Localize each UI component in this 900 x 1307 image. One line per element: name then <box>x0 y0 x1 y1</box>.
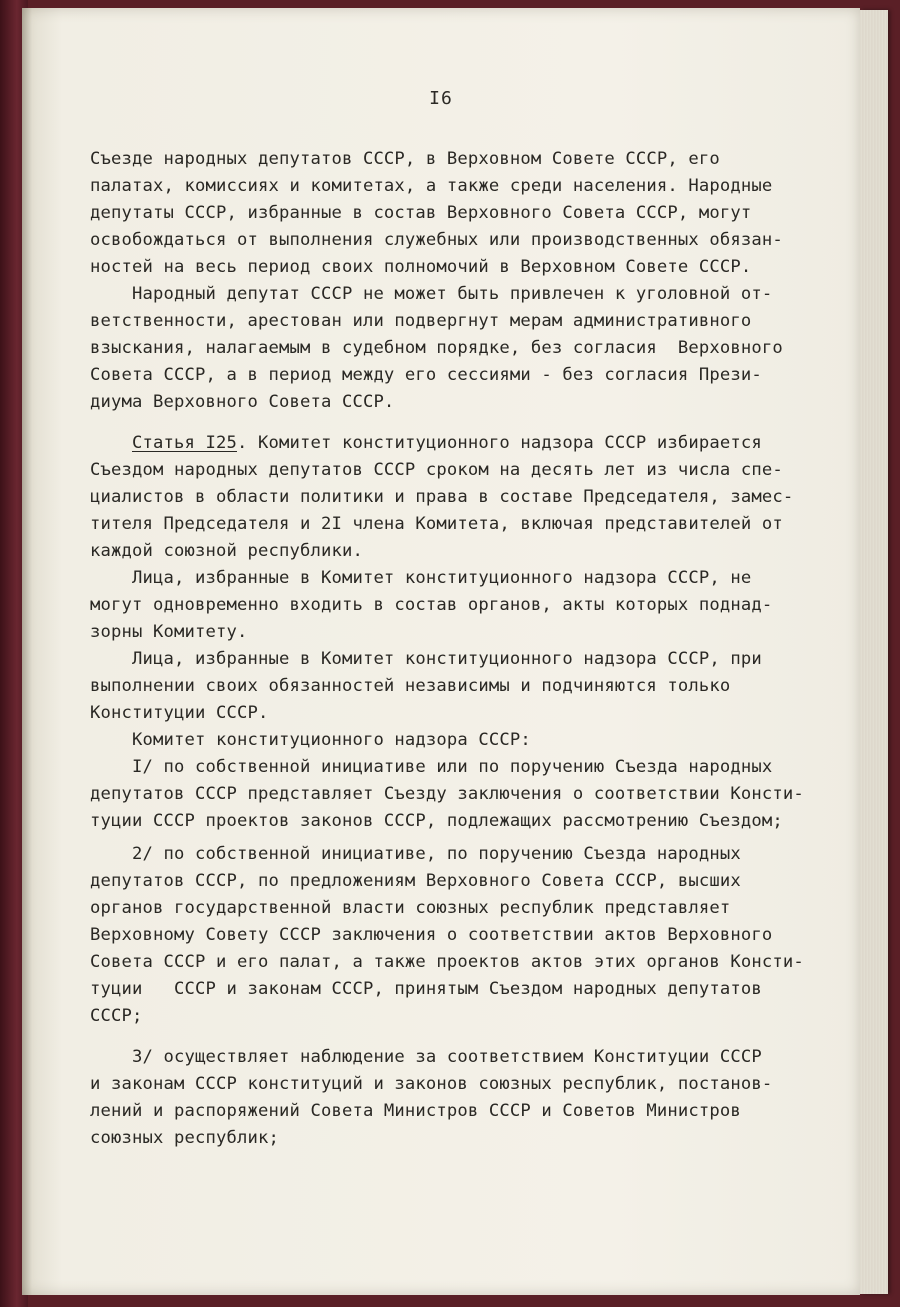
text-line: тителя Председателя и 2I члена Комитета, включая представителей от <box>90 514 783 534</box>
text-line: каждой союзной республики. <box>90 541 363 561</box>
text-line: выполнении своих обязанностей независимы и подчиняются только <box>90 676 731 696</box>
text-line: 2/ по собственной инициативе, по поручению Съезда народных <box>90 844 741 864</box>
text-line: Народный депутат СССР не может быть привлечен к уголовной от- <box>90 284 773 304</box>
text-line: Лица, избранные в Комитет конституционного надзора СССР, при <box>90 649 762 669</box>
text-line: туции СССР и законам СССР, принятым Съездом народных депутатов <box>90 979 762 999</box>
list-item-2 <box>90 841 820 1030</box>
text-line: Верховному Совету СССР заключения о соответствии актов Верховного <box>90 925 773 945</box>
text-line: освобождаться от выполнения служебных или производственных обязан- <box>90 230 783 250</box>
text-line: палатах, комиссиях и комитетах, а также среди населения. Народные <box>90 176 773 196</box>
text-line: Совета СССР, а в период между его сессиями - без согласия Прези- <box>90 365 762 385</box>
text-line: Лица, избранные в Комитет конституционного надзора СССР, не <box>90 568 752 588</box>
text-line: могут одновременно входить в состав органов, акты которых поднад- <box>90 595 773 615</box>
text-line: СССР; <box>90 1006 143 1026</box>
text-line: зорны Комитету. <box>90 622 248 642</box>
text-line: взыскания, налагаемым в судебном порядке, без согласия Верховного <box>90 338 783 358</box>
text-line: лений и распоряжений Совета Министров СССР и Советов Министров <box>90 1101 741 1121</box>
text-line: Комитет конституционного надзора СССР: <box>90 730 531 750</box>
page-edges <box>860 10 888 1294</box>
text-line: депутаты СССР, избранные в состав Верховного Совета СССР, могут <box>90 203 752 223</box>
text-line: Съездом народных депутатов СССР сроком на десять лет из числа спе- <box>90 460 783 480</box>
text-line: Совета СССР и его палат, а также проектов актов этих органов Консти- <box>90 952 804 972</box>
text-line: I/ по собственной инициативе или по поручению Съезда народных <box>90 757 773 777</box>
article-heading: Статья I25 <box>132 433 237 453</box>
document-page <box>22 8 860 1295</box>
text-line: Конституции СССР. <box>90 703 269 723</box>
text-line: туции СССР проектов законов СССР, подлежащих рассмотрению Съездом; <box>90 811 783 831</box>
text-line: ностей на весь период своих полномочий в Верховном Совете СССР. <box>90 257 752 277</box>
document-text <box>90 146 820 1152</box>
article-first-line <box>90 430 820 457</box>
text-line: диума Верховного Совета СССР. <box>90 392 395 412</box>
text-line: органов государственной власти союзных республик представляет <box>90 898 731 918</box>
text-line: депутатов СССР представляет Съезду заключения о соответствии Консти- <box>90 784 804 804</box>
text-line: Съезде народных депутатов СССР, в Верховном Совете СССР, его <box>90 149 720 169</box>
text-line: и законам СССР конституций и законов союзных республик, постанов- <box>90 1074 773 1094</box>
text-line: союзных республик; <box>90 1128 279 1148</box>
page-number: I6 <box>429 88 453 109</box>
text-line: депутатов СССР, по предложениям Верховного Совета СССР, высших <box>90 871 741 891</box>
text-line: 3/ осуществляет наблюдение за соответствием Конституции СССР <box>90 1047 762 1067</box>
paragraph-continuation <box>90 146 820 416</box>
article-125 <box>90 430 820 835</box>
text-line: ветственности, арестован или подвергнут мерам административного <box>90 311 752 331</box>
text-line: . Комитет конституционного надзора СССР избирается <box>236 433 762 453</box>
text-line: циалистов в области политики и права в составе Председателя, замес- <box>90 487 794 507</box>
list-item-3 <box>90 1044 820 1152</box>
